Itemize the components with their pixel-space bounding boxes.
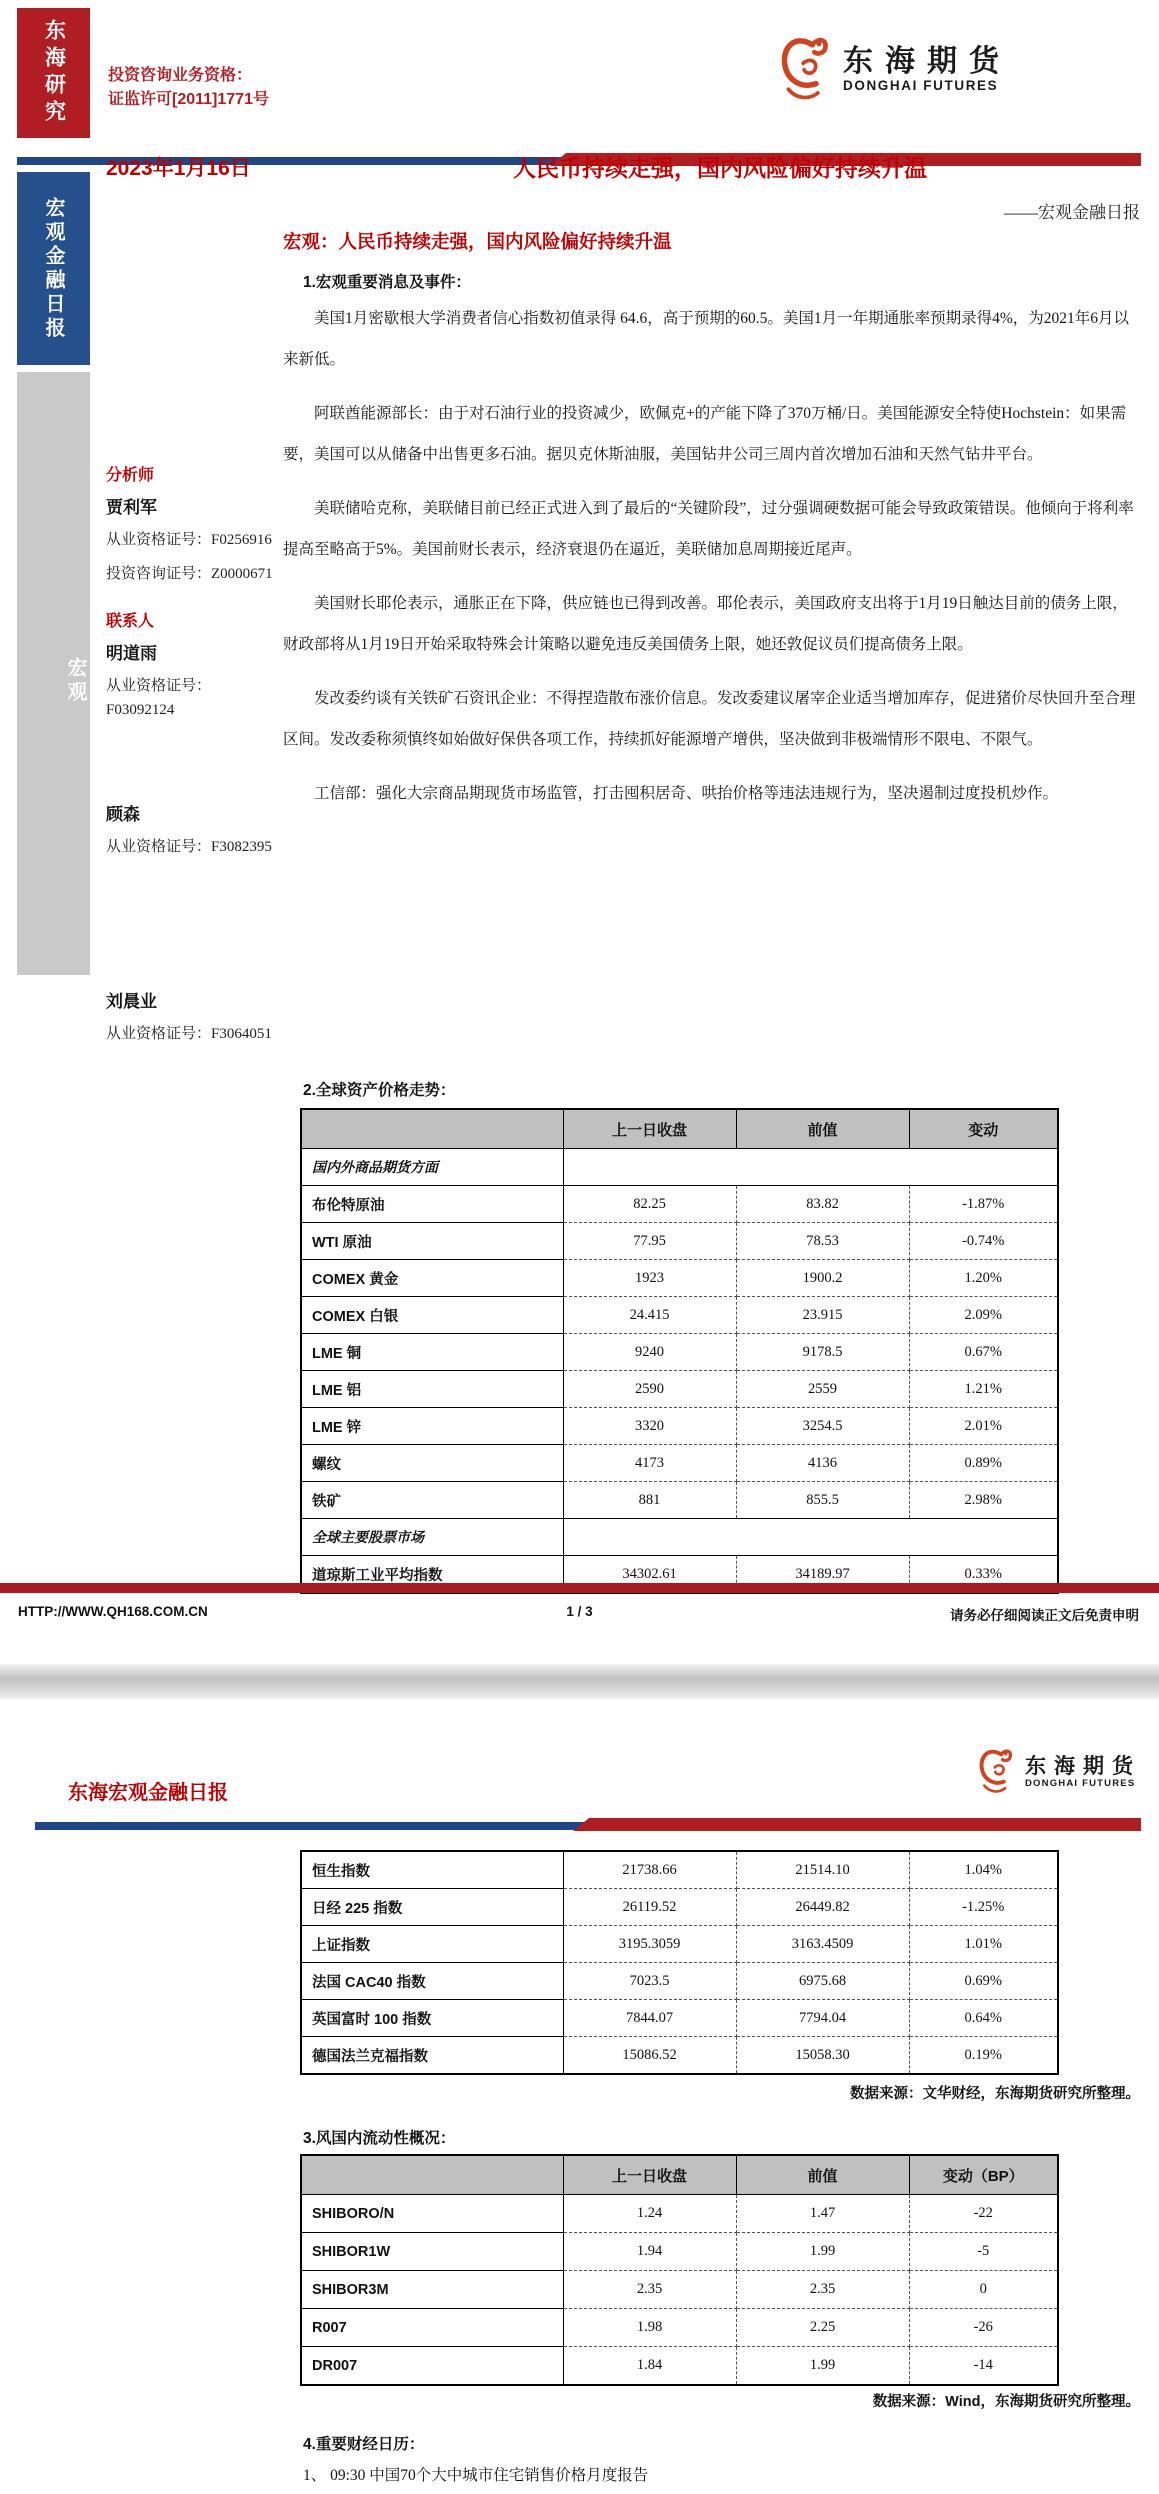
value-cell: 0.89% <box>909 1445 1058 1482</box>
value-cell: -14 <box>909 2347 1058 2386</box>
value-cell: 1.04% <box>909 1851 1058 1889</box>
company-logo-page2 <box>975 1744 1141 1801</box>
value-cell: 0 <box>909 2271 1058 2309</box>
table-row <box>301 2309 1058 2347</box>
value-cell: 2.98% <box>909 1482 1058 1519</box>
value-cell: 881 <box>563 1482 736 1519</box>
sidebar-analyst <box>106 462 276 586</box>
data-source-1: 数据来源：文华财经，东海期货研究所整理。 <box>850 2086 1140 2102</box>
body-paragraph: 工信部：强化大宗商品期现货市场监管，打击囤积居奇、哄抬价格等违法违规行为，坚决遏制过度投机炒作。 <box>314 785 1059 802</box>
value-cell: 4136 <box>736 1445 909 1482</box>
subsection-3-heading: 3.风国内流动性概况： <box>303 2130 456 2147</box>
table-row <box>301 1851 1058 1889</box>
table-row <box>301 1482 1058 1519</box>
page-2 <box>0 1700 1159 2494</box>
value-cell: 1.99 <box>736 2347 909 2386</box>
value-cell: 2559 <box>736 1371 909 1408</box>
value-cell: 21514.10 <box>736 1851 909 1889</box>
calendar-item: 1、 09:30 中国70个大中城市住宅销售价格月度报告 <box>303 2467 649 2484</box>
table-group-row <box>301 1149 1058 1186</box>
value-cell: 9240 <box>563 1334 736 1371</box>
value-cell: 1.99 <box>736 2233 909 2271</box>
value-cell: 83.82 <box>736 1186 909 1223</box>
main-body-column <box>283 228 1140 827</box>
value-cell: 6975.68 <box>736 1963 909 2000</box>
logo-text <box>843 46 1011 94</box>
dragon-logo-icon <box>975 1744 1017 1801</box>
table-row <box>301 1186 1058 1223</box>
table-row <box>301 2037 1058 2075</box>
value-cell: 855.5 <box>736 1482 909 1519</box>
stock-index-table <box>300 1850 1059 2075</box>
value-cell: 2.25 <box>736 2309 909 2347</box>
column-header: 变动（BP） <box>909 2155 1058 2195</box>
table-row <box>301 2233 1058 2271</box>
company-logo <box>775 30 1011 109</box>
table-row <box>301 1223 1058 1260</box>
contact-entry <box>106 639 276 722</box>
body-paragraph: 美国1月密歇根大学消费者信心指数初值录得 64.6，高于预期的60.5。美国1月一年期通胀率预期录得4%，为2021年6月以来新低。 <box>283 310 1130 368</box>
column-header <box>301 1109 563 1149</box>
table-row <box>301 1334 1058 1371</box>
logo-cn: 东海期货 <box>1025 1754 1141 1778</box>
table-header-row <box>301 2155 1058 2195</box>
table-row <box>301 2347 1058 2386</box>
value-cell: 2590 <box>563 1371 736 1408</box>
data-source-2: 数据来源：Wind，东海期货研究所整理。 <box>872 2394 1140 2410</box>
subsection-2-heading: 2.全球资产价格走势： <box>303 1082 456 1099</box>
value-cell: 15058.30 <box>736 2037 909 2075</box>
value-cell: 3195.3059 <box>563 1926 736 1963</box>
value-cell: 0.64% <box>909 2000 1058 2037</box>
subsection-4-heading: 4.重要财经日历： <box>303 2436 425 2453</box>
asset-price-table <box>300 1108 1059 1594</box>
analyst-label: 分析师 <box>106 467 155 484</box>
logo-en: DONGHAI FUTURES <box>843 77 999 93</box>
page2-divider-bar <box>35 1818 1141 1831</box>
row-label: 道琼斯工业平均指数 <box>301 1556 563 1594</box>
value-cell: 9178.5 <box>736 1334 909 1371</box>
row-label: 螺纹 <box>301 1445 563 1482</box>
body-paragraph: 阿联酋能源部长：由于对石油行业的投资减少，欧佩克+的产能下降了370万桶/日。美国能源安全特使Hochstein：如果需要，美国可以从储备中出售更多石油。据贝克休斯油服，美国钻井公司三周内首次增加石油和天然气钻井平台。 <box>283 405 1127 463</box>
row-label: SHIBOR3M <box>301 2271 563 2309</box>
vertical-tab-blue-label: 宏观金融日报 <box>42 196 64 341</box>
body-paragraph: 发改委约谈有关铁矿石资讯企业：不得捏造散布涨价信息。发改委建议屠宰企业适当增加库存，促进猪价尽快回升至合理区间。发改委称须慎终如始做好保供各项工作，持续抓好能源增产增供，坚决做到非极端情形不限电、不限气。 <box>283 690 1136 748</box>
value-cell: 3163.4509 <box>736 1926 909 1963</box>
value-cell: 15086.52 <box>563 2037 736 2075</box>
macro-section-heading: 宏观：人民币持续走强，国内风险偏好持续升温 <box>283 231 672 252</box>
value-cell: 24.415 <box>563 1297 736 1334</box>
data-table <box>300 1850 1059 2075</box>
contact-cert: 从业资格证号：F3082395 <box>106 839 272 855</box>
group-spacer-cell <box>563 1519 1058 1556</box>
value-cell: 0.69% <box>909 1963 1058 2000</box>
value-cell: -1.87% <box>909 1186 1058 1223</box>
liquidity-table <box>300 2154 1059 2386</box>
value-cell: 7844.07 <box>563 2000 736 2037</box>
vertical-tab-macro <box>17 372 90 975</box>
dragon-logo-icon <box>775 30 835 109</box>
value-cell: 3320 <box>563 1408 736 1445</box>
contact-cert: 从业资格证号：F03092124 <box>106 678 212 718</box>
table-row <box>301 2000 1058 2037</box>
value-cell: 2.09% <box>909 1297 1058 1334</box>
value-cell: 1.01% <box>909 1926 1058 1963</box>
value-cell: 2.35 <box>563 2271 736 2309</box>
value-cell: 0.33% <box>909 1556 1058 1594</box>
row-label: 英国富时 100 指数 <box>301 2000 563 2037</box>
footer-disclaimer: 请务必仔细阅读正文后免责申明 <box>950 1608 1139 1623</box>
analyst-cert-2: 投资咨询证号：Z0000671 <box>106 566 273 582</box>
qualification-line1: 投资咨询业务资格： <box>108 67 253 84</box>
vertical-tab-gray-label: 宏观 <box>64 656 86 705</box>
value-cell: 0.19% <box>909 2037 1058 2075</box>
value-cell: -5 <box>909 2233 1058 2271</box>
value-cell: 26119.52 <box>563 1889 736 1926</box>
qualification-text <box>108 64 269 112</box>
value-cell: 1.84 <box>563 2347 736 2386</box>
table-row <box>301 1297 1058 1334</box>
value-cell: 0.67% <box>909 1334 1058 1371</box>
value-cell: 2.35 <box>736 2271 909 2309</box>
row-label: 法国 CAC40 指数 <box>301 1963 563 2000</box>
row-label: LME 铜 <box>301 1334 563 1371</box>
value-cell: 34302.61 <box>563 1556 736 1594</box>
row-label: SHIBOR1W <box>301 2233 563 2271</box>
donghai-research-box <box>17 8 90 138</box>
table-group-row <box>301 1519 1058 1556</box>
divider-red-segment <box>573 1818 1141 1831</box>
value-cell: 7023.5 <box>563 1963 736 2000</box>
qualification-line2: 证监许可[2011]1771号 <box>108 91 269 108</box>
value-cell: 1.98 <box>563 2309 736 2347</box>
logo-en: DONGHAI FUTURES <box>1025 1777 1136 1789</box>
value-cell: 23.915 <box>736 1297 909 1334</box>
row-label: COMEX 白银 <box>301 1297 563 1334</box>
row-label: DR007 <box>301 2347 563 2386</box>
news-paragraphs <box>283 298 1140 814</box>
table-row <box>301 1371 1058 1408</box>
value-cell: -26 <box>909 2309 1058 2347</box>
contact-entry <box>106 987 276 1046</box>
contact-list <box>106 639 276 1046</box>
row-label: 铁矿 <box>301 1482 563 1519</box>
row-label: LME 铝 <box>301 1371 563 1408</box>
contact-name: 刘晨业 <box>106 992 157 1011</box>
analyst-name: 贾利军 <box>106 498 157 517</box>
value-cell: 21738.66 <box>563 1851 736 1889</box>
analyst-cert-1: 从业资格证号：F0256916 <box>106 532 272 548</box>
vertical-tab-macro-finance-daily <box>17 172 90 365</box>
footer-url[interactable]: HTTP://WWW.QH168.COM.CN <box>18 1604 208 1619</box>
footer-page-number: 1 / 3 <box>566 1604 593 1619</box>
table-row <box>301 1889 1058 1926</box>
body-paragraph: 美联储哈克称，美联储目前已经正式进入到了最后的“关键阶段”，过分强调硬数据可能会导致政策错误。他倾向于将利率提高至略高于5%。美国前财长表示，经济衰退仍在逼近，美联储加息周期接近尾声。 <box>283 500 1134 558</box>
row-label: 国内外商品期货方面 <box>301 1149 563 1186</box>
value-cell: 7794.04 <box>736 2000 909 2037</box>
contact-name: 明道雨 <box>106 644 157 663</box>
row-label: SHIBORO/N <box>301 2195 563 2233</box>
group-spacer-cell <box>563 1149 1058 1186</box>
data-table <box>300 1108 1059 1594</box>
value-cell: 1.24 <box>563 2195 736 2233</box>
contact-entry <box>106 800 276 859</box>
column-header: 上一日收盘 <box>563 2155 736 2195</box>
row-label: R007 <box>301 2309 563 2347</box>
logo-text <box>1025 1756 1141 1790</box>
row-label: 上证指数 <box>301 1926 563 1963</box>
table-row <box>301 1445 1058 1482</box>
value-cell: 1923 <box>563 1260 736 1297</box>
column-header <box>301 2155 563 2195</box>
contact-name: 顾森 <box>106 805 140 824</box>
row-label: WTI 原油 <box>301 1223 563 1260</box>
value-cell: 78.53 <box>736 1223 909 1260</box>
value-cell: 1900.2 <box>736 1260 909 1297</box>
data-table <box>300 2154 1059 2386</box>
donghai-research-label: 东海研究 <box>42 19 66 127</box>
row-label: COMEX 黄金 <box>301 1260 563 1297</box>
row-label: 全球主要股票市场 <box>301 1519 563 1556</box>
contact-label: 联系人 <box>106 613 155 630</box>
value-cell: 4173 <box>563 1445 736 1482</box>
table-row <box>301 1408 1058 1445</box>
value-cell: 1.47 <box>736 2195 909 2233</box>
subsection-1-heading: 1.宏观重要消息及事件： <box>303 274 471 291</box>
row-label: 恒生指数 <box>301 1851 563 1889</box>
page-separator <box>0 1664 1159 1700</box>
value-cell: 1.21% <box>909 1371 1058 1408</box>
value-cell: 26449.82 <box>736 1889 909 1926</box>
table-row <box>301 2271 1058 2309</box>
table-row <box>301 1260 1058 1297</box>
column-header: 变动 <box>909 1109 1058 1149</box>
table-row <box>301 1963 1058 2000</box>
table-row <box>301 1926 1058 1963</box>
logo-cn: 东海期货 <box>843 44 1011 78</box>
value-cell: 3254.5 <box>736 1408 909 1445</box>
value-cell: -0.74% <box>909 1223 1058 1260</box>
value-cell: 1.20% <box>909 1260 1058 1297</box>
table-header-row <box>301 1109 1058 1149</box>
row-label: 日经 225 指数 <box>301 1889 563 1926</box>
column-header: 前值 <box>736 2155 909 2195</box>
value-cell: 82.25 <box>563 1186 736 1223</box>
value-cell: 77.95 <box>563 1223 736 1260</box>
body-paragraph: 美国财长耶伦表示，通胀正在下降，供应链也已得到改善。耶伦表示，美国政府支出将于1月19日触达目前的债务上限，财政部将从1月19日开始采取特殊会计策略以避免违反美国债务上限，她还敦促议员们提高债务上限。 <box>283 595 1128 653</box>
footer-bar <box>0 1583 1159 1593</box>
row-label: LME 锌 <box>301 1408 563 1445</box>
table-row <box>301 2195 1058 2233</box>
report-subtitle: ——宏观金融日报 <box>1004 203 1140 222</box>
column-header: 前值 <box>736 1109 909 1149</box>
row-label: 德国法兰克福指数 <box>301 2037 563 2075</box>
page2-header-title: 东海宏观金融日报 <box>68 1782 228 1804</box>
row-label: 布伦特原油 <box>301 1186 563 1223</box>
value-cell: 2.01% <box>909 1408 1058 1445</box>
report-title: 人民币持续走强，国内风险偏好持续升温 <box>513 155 927 181</box>
divider-blue-segment <box>35 1822 585 1830</box>
report-date: 2023年1月16日 <box>106 157 251 180</box>
value-cell: -1.25% <box>909 1889 1058 1926</box>
contact-cert: 从业资格证号：F3064051 <box>106 1026 272 1042</box>
value-cell: 34189.97 <box>736 1556 909 1594</box>
value-cell: -22 <box>909 2195 1058 2233</box>
column-header: 上一日收盘 <box>563 1109 736 1149</box>
value-cell: 1.94 <box>563 2233 736 2271</box>
sidebar-contacts <box>106 608 276 1124</box>
